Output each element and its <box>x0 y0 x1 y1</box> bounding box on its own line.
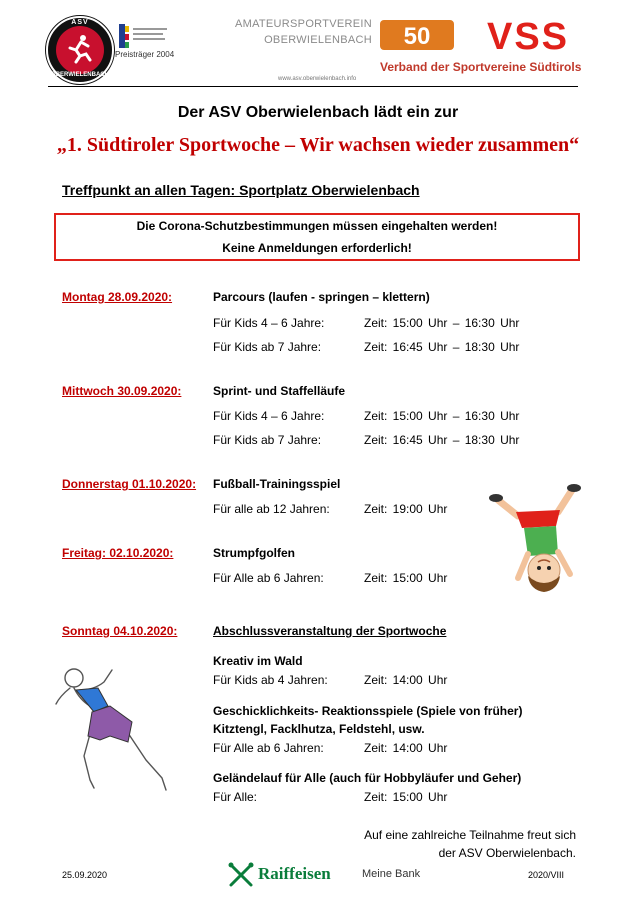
time-sunday-games: Zeit: 14:00 Uhr <box>364 741 448 755</box>
footer-code: 2020/VIII <box>528 870 565 880</box>
day-monday: Montag 28.09.2020: <box>62 290 173 304</box>
award-caption: Preisträger 2004 <box>115 50 175 59</box>
day-sunday: Sonntag 04.10.2020: <box>62 624 178 638</box>
notice-line2: Keine Anmeldungen erforderlich! <box>222 241 412 255</box>
svg-text:VSS: VSS <box>486 16 570 54</box>
asv-logo <box>46 16 114 84</box>
time-monday-2: Zeit: 16:45 Uhr – 18:30 Uhr <box>364 340 520 354</box>
cartwheel-kid-image <box>488 482 588 594</box>
raiffeisen-gable-icon <box>228 862 254 888</box>
activity-monday: Parcours (laufen - springen – klettern) <box>213 290 430 304</box>
group-monday-1: Für Kids 4 – 6 Jahre: <box>213 316 325 330</box>
time-thursday-1: Zeit: 19:00 Uhr <box>364 502 448 516</box>
runner-image <box>50 660 174 796</box>
time-sunday-run: Zeit: 15:00 Uhr <box>364 790 448 804</box>
time-monday-1: Zeit: 15:00 Uhr – 16:30 Uhr <box>364 316 520 330</box>
club-name-line2: OBERWIELENBACH <box>264 34 372 46</box>
closing-text <box>300 826 576 862</box>
activity-sunday: Abschlussveranstaltung der Sportwoche <box>213 624 447 638</box>
group-thursday-1: Für alle ab 12 Jahren: <box>213 502 330 516</box>
meeting-point: Treffpunkt an allen Tagen: Sportplatz Oberwielenbach <box>62 182 420 198</box>
activity-thursday: Fußball-Trainingsspiel <box>213 477 341 491</box>
asv-logo-text-bottom: OBERWIELENBACH <box>51 72 109 78</box>
club-name-line1: AMATEURSPORTVEREIN <box>234 18 372 30</box>
runner-icon <box>66 34 94 64</box>
notice-line1: Die Corona-Schutzbestimmungen müssen eingehalten werden! <box>136 219 498 233</box>
closing-line2: der ASV Oberwielenbach. <box>438 846 576 860</box>
day-friday: Freitag: 02.10.2020: <box>62 546 174 560</box>
activity-sunday-forest: Kreativ im Wald <box>213 654 303 668</box>
activity-sunday-games-list: Kitztengl, Facklhutza, Feldstehl, usw. <box>213 722 425 736</box>
activity-friday: Strumpfgolfen <box>213 546 295 560</box>
group-monday-2: Für Kids ab 7 Jahre: <box>213 340 322 354</box>
time-wednesday-1: Zeit: 15:00 Uhr – 16:30 Uhr <box>364 409 520 423</box>
activity-sunday-games: Geschicklichkeits- Reaktionsspiele (Spiele von früher) <box>213 704 523 718</box>
group-wednesday-2: Für Kids ab 7 Jahre: <box>213 433 322 447</box>
activity-sunday-run: Geländelauf für Alle (auch für Hobbyläufer und Geher) <box>213 771 522 785</box>
day-thursday: Donnerstag 01.10.2020: <box>62 477 197 491</box>
raiffeisen-logo <box>228 862 438 888</box>
event-title: „1. Südtiroler Sportwoche – Wir wachsen wieder zusammen“ <box>56 134 580 156</box>
raiffeisen-name: Raiffeisen <box>258 864 331 883</box>
asv-logo-text-top: ASV <box>71 19 89 26</box>
header-divider <box>48 86 578 87</box>
group-sunday-games: Für Alle ab 6 Jahren: <box>213 741 324 755</box>
vss-logo <box>378 14 600 54</box>
club-name <box>232 16 372 48</box>
time-sunday-forest: Zeit: 14:00 Uhr <box>364 673 448 687</box>
website-link[interactable]: www.asv.oberwielenbach.info <box>278 76 357 82</box>
vss-subtitle: Verband der Sportvereine Südtirols <box>380 60 582 74</box>
svg-text:50: 50 <box>403 23 431 50</box>
day-wednesday: Mittwoch 30.09.2020: <box>62 384 182 398</box>
time-friday-1: Zeit: 15:00 Uhr <box>364 571 448 585</box>
group-sunday-run: Für Alle: <box>213 790 258 804</box>
activity-wednesday: Sprint- und Staffelläufe <box>213 384 345 398</box>
closing-line1: Auf eine zahlreiche Teilnahme freut sich <box>364 828 576 842</box>
corona-notice-box <box>54 213 580 261</box>
raiffeisen-tagline: Meine Bank <box>362 868 421 880</box>
footer-date: 25.09.2020 <box>62 870 108 880</box>
group-sunday-forest: Für Kids ab 4 Jahren: <box>213 673 328 687</box>
group-friday-1: Für Alle ab 6 Jahren: <box>213 571 324 585</box>
invitation-title: Der ASV Oberwielenbach lädt ein zur <box>177 104 459 121</box>
group-wednesday-1: Für Kids 4 – 6 Jahre: <box>213 409 325 423</box>
time-wednesday-2: Zeit: 16:45 Uhr – 18:30 Uhr <box>364 433 520 447</box>
